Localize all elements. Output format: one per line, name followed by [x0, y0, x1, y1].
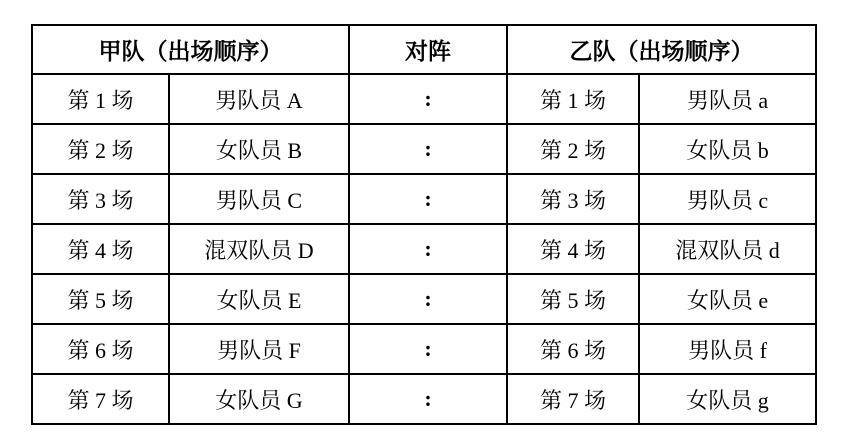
team-b-player-cell: 男队员 c	[639, 174, 816, 224]
score-colon-cell: :	[349, 274, 507, 324]
team-a-player-cell: 男队员 A	[169, 74, 349, 124]
team-a-match-cell: 第 1 场	[32, 74, 169, 124]
team-b-match-cell: 第 6 场	[507, 324, 639, 374]
score-colon-cell: :	[349, 324, 507, 374]
team-b-match-cell: 第 7 场	[507, 374, 639, 424]
score-colon-cell: :	[349, 74, 507, 124]
table-row	[32, 274, 816, 324]
header-team-a: 甲队（出场顺序）	[32, 25, 349, 74]
team-a-player-cell: 男队员 F	[169, 324, 349, 374]
table-row	[32, 174, 816, 224]
header-team-b: 乙队（出场顺序）	[507, 25, 816, 74]
score-colon-cell: :	[349, 224, 507, 274]
team-b-player-cell: 混双队员 d	[639, 224, 816, 274]
team-b-player-cell: 男队员 f	[639, 324, 816, 374]
team-a-match-cell: 第 6 场	[32, 324, 169, 374]
team-a-player-cell: 男队员 C	[169, 174, 349, 224]
team-a-match-cell: 第 4 场	[32, 224, 169, 274]
team-b-player-cell: 女队员 b	[639, 124, 816, 174]
team-a-match-cell: 第 7 场	[32, 374, 169, 424]
team-a-player-cell: 女队员 B	[169, 124, 349, 174]
team-b-player-cell: 女队员 e	[639, 274, 816, 324]
table-row	[32, 124, 816, 174]
lineup-table	[31, 24, 817, 425]
table-row	[32, 74, 816, 124]
team-a-player-cell: 混双队员 D	[169, 224, 349, 274]
team-a-player-cell: 女队员 G	[169, 374, 349, 424]
header-row	[32, 25, 816, 74]
table-row	[32, 224, 816, 274]
table-row	[32, 324, 816, 374]
score-colon-cell: :	[349, 124, 507, 174]
score-colon-cell: :	[349, 174, 507, 224]
team-a-player-cell: 女队员 E	[169, 274, 349, 324]
team-b-match-cell: 第 5 场	[507, 274, 639, 324]
team-b-player-cell: 男队员 a	[639, 74, 816, 124]
team-b-match-cell: 第 3 场	[507, 174, 639, 224]
team-a-match-cell: 第 3 场	[32, 174, 169, 224]
team-b-match-cell: 第 1 场	[507, 74, 639, 124]
team-b-match-cell: 第 2 场	[507, 124, 639, 174]
team-a-match-cell: 第 5 场	[32, 274, 169, 324]
table-row	[32, 374, 816, 424]
team-a-match-cell: 第 2 场	[32, 124, 169, 174]
team-b-match-cell: 第 4 场	[507, 224, 639, 274]
team-b-player-cell: 女队员 g	[639, 374, 816, 424]
score-colon-cell: :	[349, 374, 507, 424]
header-versus: 对阵	[349, 25, 507, 74]
